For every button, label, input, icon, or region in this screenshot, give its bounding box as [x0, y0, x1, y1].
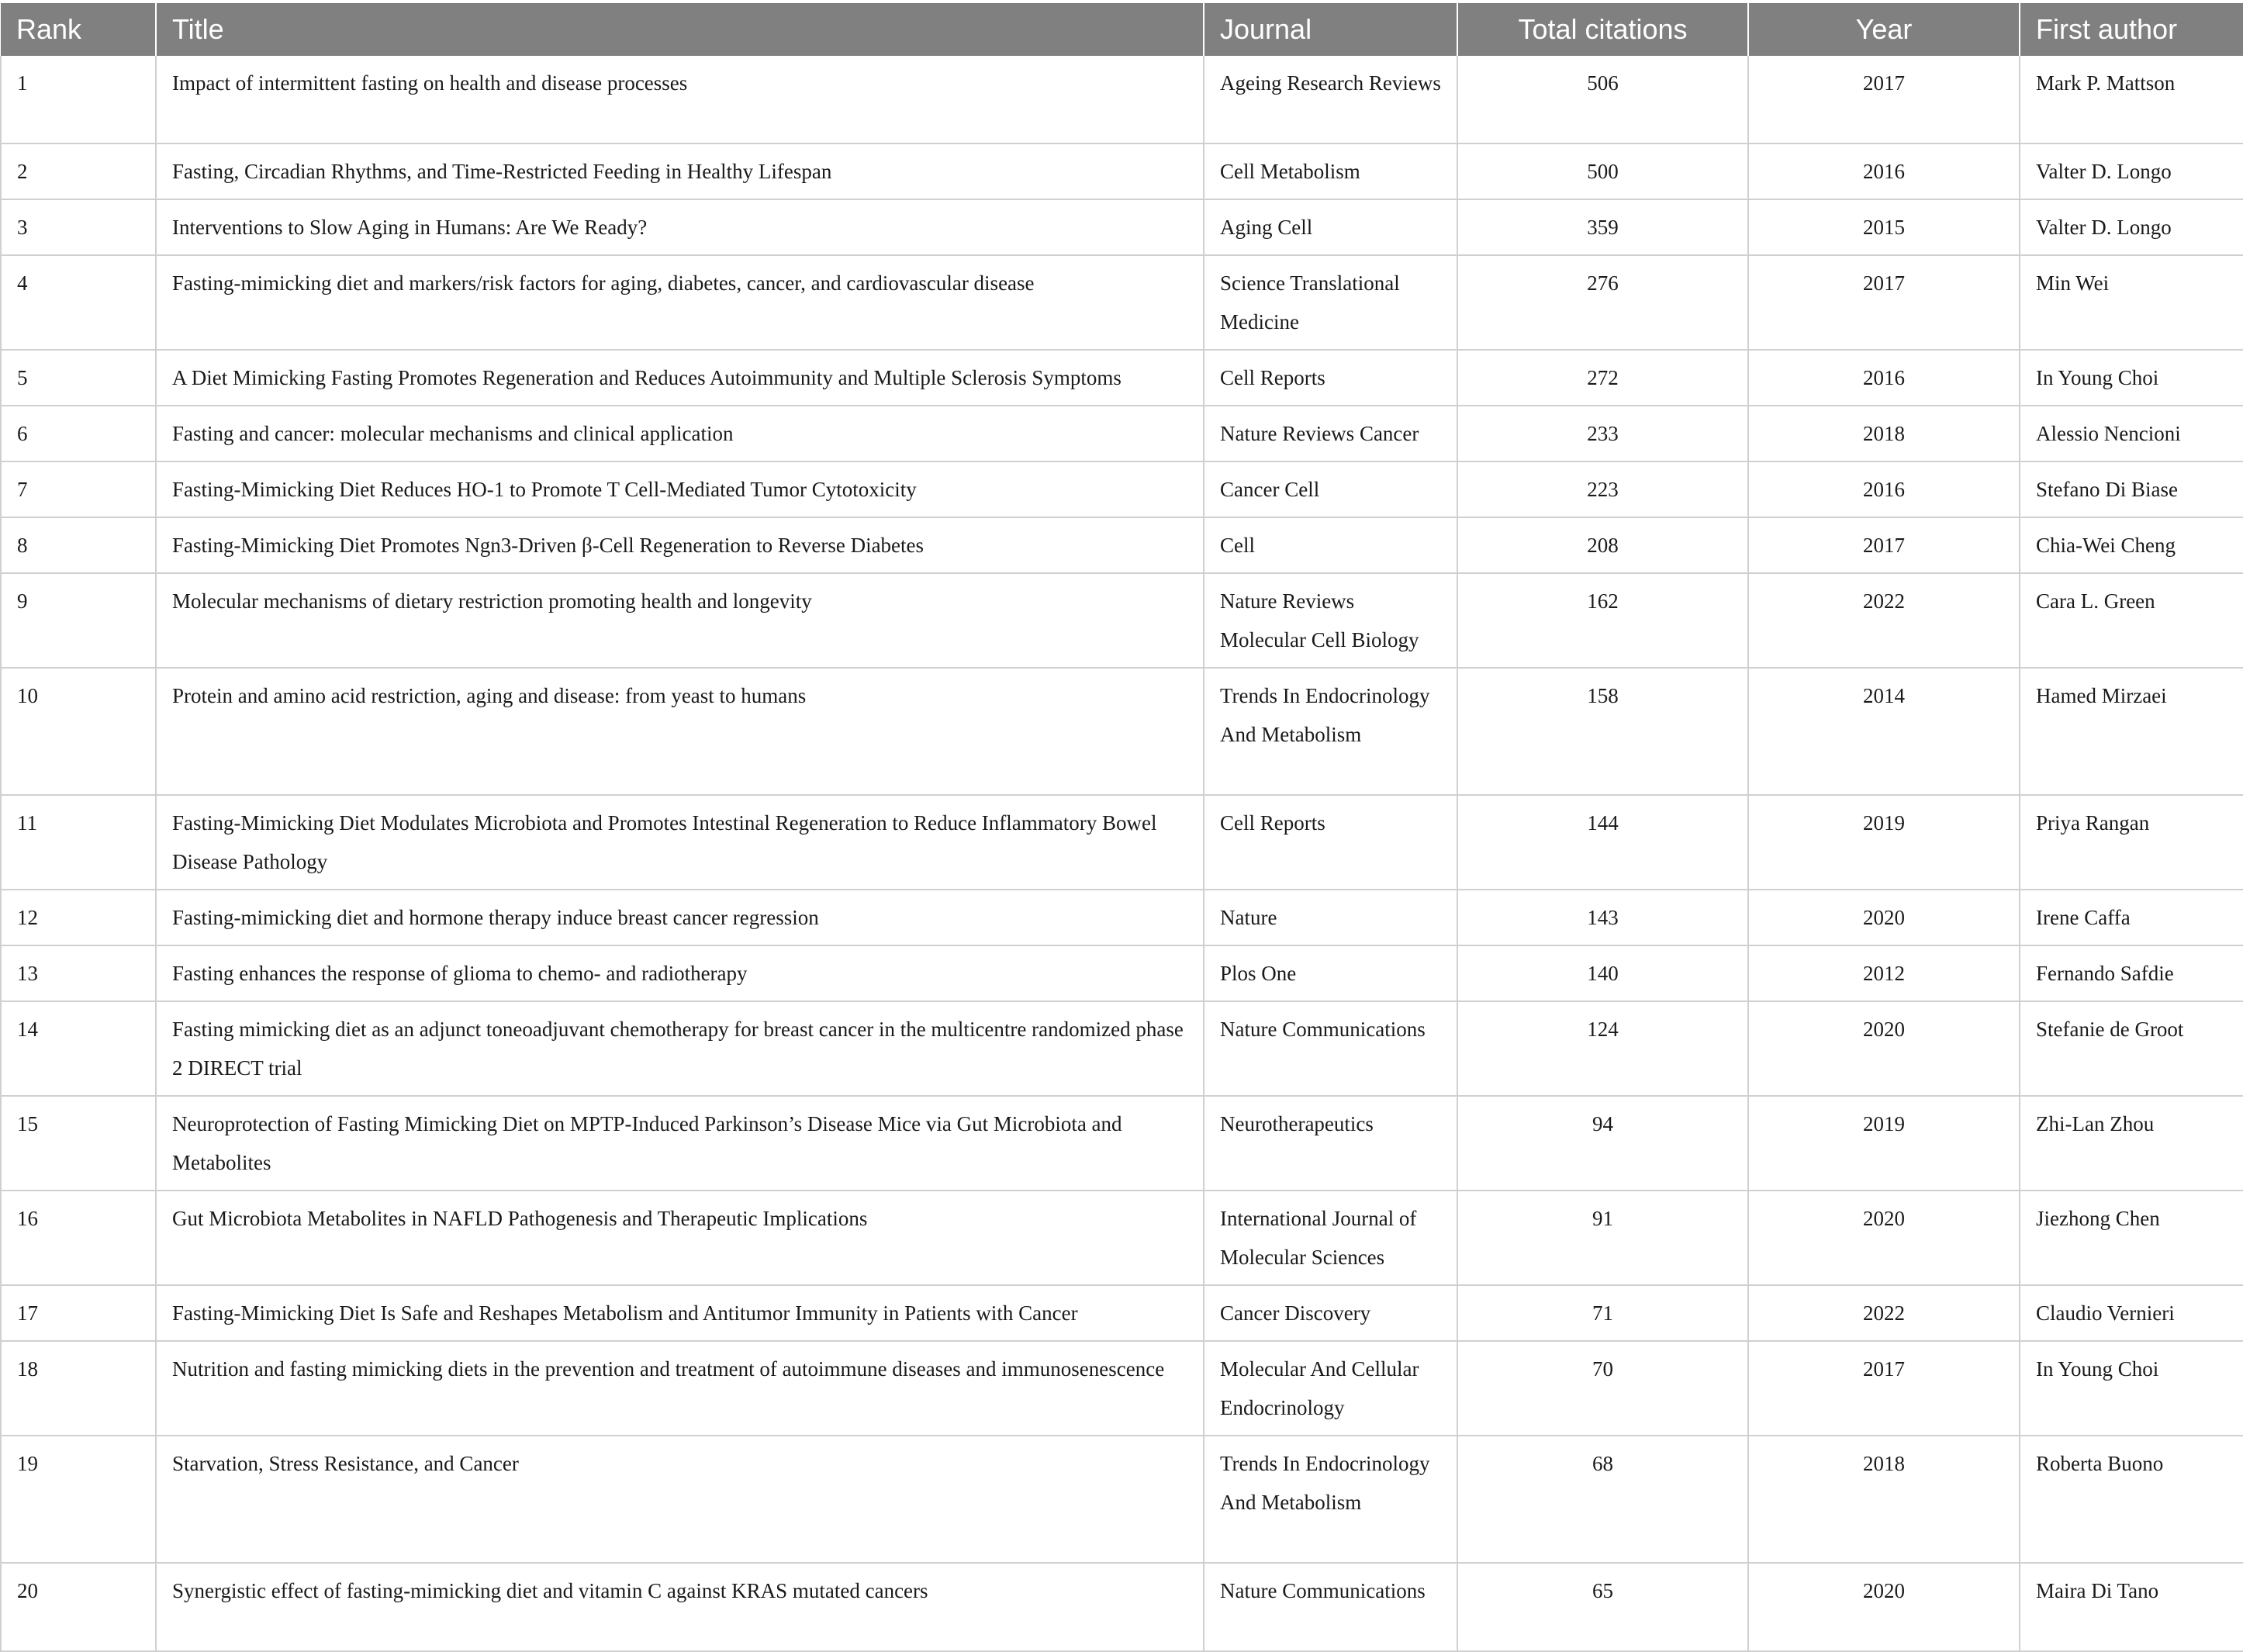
journal-cell: Nature Reviews Cancer	[1204, 406, 1457, 461]
title-cell: Impact of intermittent fasting on health and disease processes	[156, 56, 1204, 143]
citations-cell: 124	[1457, 1001, 1748, 1096]
title-cell: A Diet Mimicking Fasting Promotes Regeneration and Reduces Autoimmunity and Multiple Sclerosis Symptoms	[156, 350, 1204, 406]
author-cell: Min Wei	[2020, 255, 2243, 350]
table-row	[1, 406, 2243, 461]
table-row	[1, 1001, 2243, 1096]
header-first-author: First author	[2020, 3, 2243, 56]
citations-cell: 223	[1457, 461, 1748, 517]
journal-cell: Nature	[1204, 890, 1457, 945]
citations-cell: 158	[1457, 668, 1748, 795]
table-row	[1, 517, 2243, 573]
rank-cell: 17	[1, 1285, 156, 1341]
citations-cell: 65	[1457, 1563, 1748, 1651]
rank-cell: 8	[1, 517, 156, 573]
journal-cell: Plos One	[1204, 945, 1457, 1001]
journal-cell: Neurotherapeutics	[1204, 1096, 1457, 1191]
rank-cell: 2	[1, 143, 156, 199]
author-cell: In Young Choi	[2020, 350, 2243, 406]
journal-cell: Nature Communications	[1204, 1001, 1457, 1096]
author-cell: Valter D. Longo	[2020, 199, 2243, 255]
title-cell: Fasting enhances the response of glioma to chemo- and radiotherapy	[156, 945, 1204, 1001]
year-cell: 2018	[1748, 406, 2020, 461]
table-row	[1, 1285, 2243, 1341]
table-row	[1, 945, 2243, 1001]
journal-cell: Molecular And Cellular Endocrinology	[1204, 1341, 1457, 1436]
author-cell: Fernando Safdie	[2020, 945, 2243, 1001]
title-cell: Fasting-Mimicking Diet Is Safe and Reshapes Metabolism and Antitumor Immunity in Patients with Cancer	[156, 1285, 1204, 1341]
table-row	[1, 199, 2243, 255]
year-cell: 2017	[1748, 56, 2020, 143]
rank-cell: 3	[1, 199, 156, 255]
journal-cell: Nature Reviews Molecular Cell Biology	[1204, 573, 1457, 668]
table-row	[1, 573, 2243, 668]
year-cell: 2012	[1748, 945, 2020, 1001]
title-cell: Synergistic effect of fasting-mimicking diet and vitamin C against KRAS mutated cancers	[156, 1563, 1204, 1651]
rank-cell: 13	[1, 945, 156, 1001]
header-total-citations: Total citations	[1457, 3, 1748, 56]
table-row	[1, 795, 2243, 890]
title-cell: Protein and amino acid restriction, aging and disease: from yeast to humans	[156, 668, 1204, 795]
year-cell: 2017	[1748, 255, 2020, 350]
year-cell: 2016	[1748, 461, 2020, 517]
citations-cell: 208	[1457, 517, 1748, 573]
year-cell: 2020	[1748, 890, 2020, 945]
year-cell: 2020	[1748, 1563, 2020, 1651]
author-cell: Mark P. Mattson	[2020, 56, 2243, 143]
year-cell: 2019	[1748, 1096, 2020, 1191]
year-cell: 2017	[1748, 517, 2020, 573]
rank-cell: 11	[1, 795, 156, 890]
rank-cell: 14	[1, 1001, 156, 1096]
year-cell: 2017	[1748, 1341, 2020, 1436]
header-year: Year	[1748, 3, 2020, 56]
title-cell: Fasting-Mimicking Diet Modulates Microbiota and Promotes Intestinal Regeneration to Reduce Inflammatory Bowel Disease Pathology	[156, 795, 1204, 890]
author-cell: Claudio Vernieri	[2020, 1285, 2243, 1341]
author-cell: Stefano Di Biase	[2020, 461, 2243, 517]
title-cell: Fasting, Circadian Rhythms, and Time-Restricted Feeding in Healthy Lifespan	[156, 143, 1204, 199]
table-row	[1, 1191, 2243, 1285]
table-row	[1, 890, 2243, 945]
year-cell: 2016	[1748, 143, 2020, 199]
year-cell: 2019	[1748, 795, 2020, 890]
year-cell: 2016	[1748, 350, 2020, 406]
table-row	[1, 1563, 2243, 1651]
rank-cell: 18	[1, 1341, 156, 1436]
title-cell: Fasting and cancer: molecular mechanisms and clinical application	[156, 406, 1204, 461]
rank-cell: 10	[1, 668, 156, 795]
citations-table	[0, 3, 2243, 1652]
citations-cell: 140	[1457, 945, 1748, 1001]
table-row	[1, 350, 2243, 406]
year-cell: 2020	[1748, 1191, 2020, 1285]
citations-cell: 233	[1457, 406, 1748, 461]
citations-cell: 272	[1457, 350, 1748, 406]
journal-cell: Cancer Cell	[1204, 461, 1457, 517]
header-title: Title	[156, 3, 1204, 56]
title-cell: Fasting mimicking diet as an adjunct toneoadjuvant chemotherapy for breast cancer in the multicentre randomized phase 2 DIRECT trial	[156, 1001, 1204, 1096]
table-row	[1, 143, 2243, 199]
journal-cell: Cell Reports	[1204, 795, 1457, 890]
table-row	[1, 668, 2243, 795]
rank-cell: 1	[1, 56, 156, 143]
author-cell: Maira Di Tano	[2020, 1563, 2243, 1651]
citations-cell: 143	[1457, 890, 1748, 945]
citations-cell: 144	[1457, 795, 1748, 890]
rank-cell: 16	[1, 1191, 156, 1285]
journal-cell: Cell	[1204, 517, 1457, 573]
table-row	[1, 255, 2243, 350]
citations-cell: 162	[1457, 573, 1748, 668]
citations-cell: 276	[1457, 255, 1748, 350]
rank-cell: 6	[1, 406, 156, 461]
title-cell: Nutrition and fasting mimicking diets in the prevention and treatment of autoimmune diseases and immunosenescence	[156, 1341, 1204, 1436]
journal-cell: Cancer Discovery	[1204, 1285, 1457, 1341]
journal-cell: Ageing Research Reviews	[1204, 56, 1457, 143]
journal-cell: Cell Reports	[1204, 350, 1457, 406]
header-row	[1, 3, 2243, 56]
year-cell: 2015	[1748, 199, 2020, 255]
author-cell: Irene Caffa	[2020, 890, 2243, 945]
author-cell: Cara L. Green	[2020, 573, 2243, 668]
table-row	[1, 1341, 2243, 1436]
table-row	[1, 56, 2243, 143]
author-cell: Jiezhong Chen	[2020, 1191, 2243, 1285]
title-cell: Neuroprotection of Fasting Mimicking Diet on MPTP-Induced Parkinson’s Disease Mice via Gut Microbiota and Metabolites	[156, 1096, 1204, 1191]
author-cell: Roberta Buono	[2020, 1436, 2243, 1563]
citations-cell: 506	[1457, 56, 1748, 143]
rank-cell: 7	[1, 461, 156, 517]
title-cell: Starvation, Stress Resistance, and Cancer	[156, 1436, 1204, 1563]
journal-cell: Trends In Endocrinology And Metabolism	[1204, 668, 1457, 795]
author-cell: Priya Rangan	[2020, 795, 2243, 890]
rank-cell: 19	[1, 1436, 156, 1563]
title-cell: Interventions to Slow Aging in Humans: Are We Ready?	[156, 199, 1204, 255]
title-cell: Fasting-Mimicking Diet Reduces HO-1 to Promote T Cell-Mediated Tumor Cytotoxicity	[156, 461, 1204, 517]
table-row	[1, 461, 2243, 517]
rank-cell: 20	[1, 1563, 156, 1651]
year-cell: 2022	[1748, 573, 2020, 668]
author-cell: Stefanie de Groot	[2020, 1001, 2243, 1096]
author-cell: In Young Choi	[2020, 1341, 2243, 1436]
journal-cell: International Journal of Molecular Sciences	[1204, 1191, 1457, 1285]
header-journal: Journal	[1204, 3, 1457, 56]
rank-cell: 12	[1, 890, 156, 945]
table-row	[1, 1096, 2243, 1191]
table-row	[1, 1436, 2243, 1563]
journal-cell: Cell Metabolism	[1204, 143, 1457, 199]
journal-cell: Science Translational Medicine	[1204, 255, 1457, 350]
citations-cell: 91	[1457, 1191, 1748, 1285]
year-cell: 2014	[1748, 668, 2020, 795]
title-cell: Fasting-mimicking diet and markers/risk factors for aging, diabetes, cancer, and cardiovascular disease	[156, 255, 1204, 350]
author-cell: Hamed Mirzaei	[2020, 668, 2243, 795]
title-cell: Fasting-mimicking diet and hormone therapy induce breast cancer regression	[156, 890, 1204, 945]
citations-cell: 71	[1457, 1285, 1748, 1341]
author-cell: Alessio Nencioni	[2020, 406, 2243, 461]
year-cell: 2022	[1748, 1285, 2020, 1341]
rank-cell: 15	[1, 1096, 156, 1191]
author-cell: Zhi-Lan Zhou	[2020, 1096, 2243, 1191]
author-cell: Valter D. Longo	[2020, 143, 2243, 199]
citations-cell: 70	[1457, 1341, 1748, 1436]
journal-cell: Aging Cell	[1204, 199, 1457, 255]
year-cell: 2020	[1748, 1001, 2020, 1096]
citations-cell: 500	[1457, 143, 1748, 199]
title-cell: Gut Microbiota Metabolites in NAFLD Pathogenesis and Therapeutic Implications	[156, 1191, 1204, 1285]
author-cell: Chia-Wei Cheng	[2020, 517, 2243, 573]
header-rank: Rank	[1, 3, 156, 56]
journal-cell: Trends In Endocrinology And Metabolism	[1204, 1436, 1457, 1563]
citations-cell: 94	[1457, 1096, 1748, 1191]
journal-cell: Nature Communications	[1204, 1563, 1457, 1651]
rank-cell: 4	[1, 255, 156, 350]
title-cell: Molecular mechanisms of dietary restriction promoting health and longevity	[156, 573, 1204, 668]
rank-cell: 9	[1, 573, 156, 668]
rank-cell: 5	[1, 350, 156, 406]
citations-cell: 68	[1457, 1436, 1748, 1563]
title-cell: Fasting-Mimicking Diet Promotes Ngn3-Driven β-Cell Regeneration to Reverse Diabetes	[156, 517, 1204, 573]
citations-cell: 359	[1457, 199, 1748, 255]
year-cell: 2018	[1748, 1436, 2020, 1563]
